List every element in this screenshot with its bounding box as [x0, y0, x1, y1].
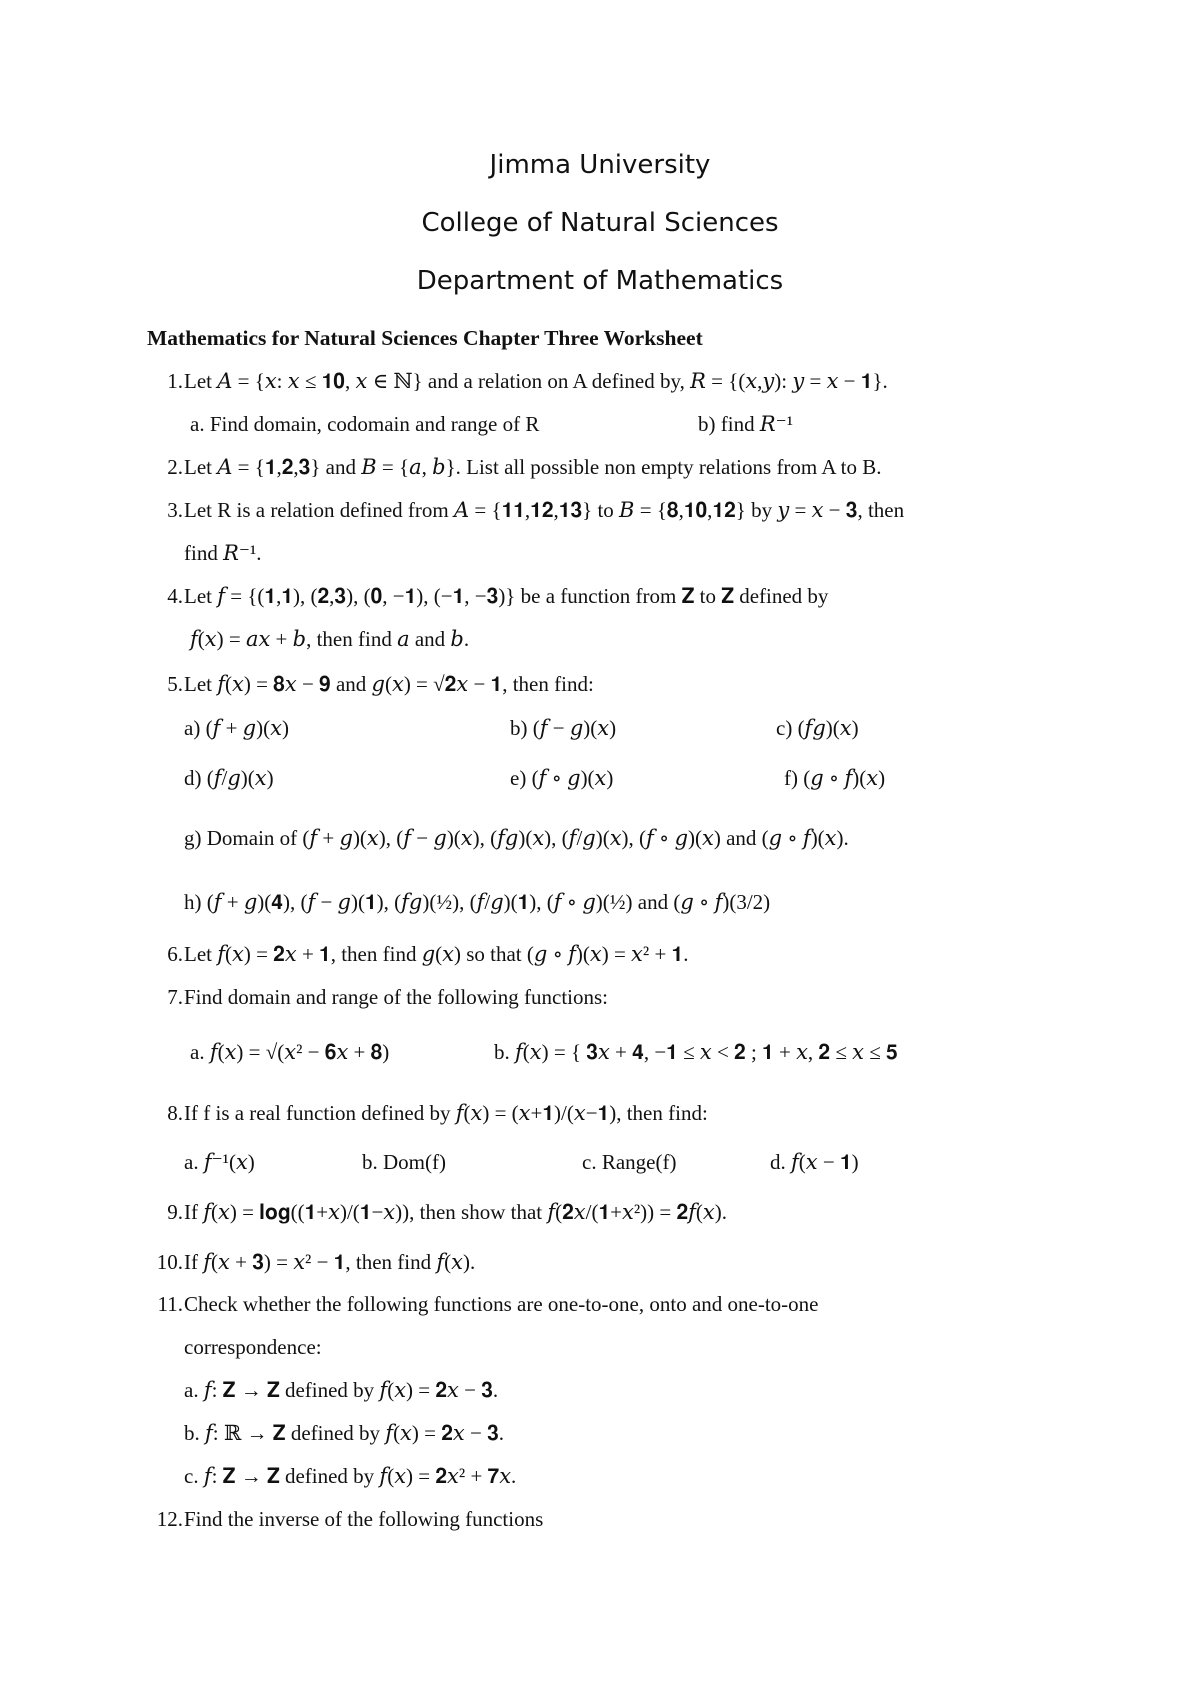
question-text: find 𝑅⁻¹. — [184, 541, 262, 565]
question-number: 3. — [167, 498, 183, 522]
subpart-text: a) (𝑓 + 𝑔)(𝑥) — [184, 716, 289, 740]
department-name: Department of Mathematics — [416, 266, 784, 296]
worksheet-title: Mathematics for Natural Sciences Chapter Three Worksheet — [147, 326, 703, 350]
subpart-text: d) (𝑓/𝑔)(𝑥) — [184, 766, 274, 790]
question-number: 12. — [156, 1507, 183, 1531]
question-text: Find the inverse of the following functions — [184, 1507, 544, 1531]
subpart-text: e) (𝑓 ∘ 𝑔)(𝑥) — [510, 766, 614, 790]
subpart-text: c) (𝑓𝑔)(𝑥) — [776, 716, 859, 740]
subpart-text: g) Domain of (𝑓 + 𝑔)(𝑥), (𝑓 − 𝑔)(𝑥), (𝑓𝑔)(𝑥), (𝑓/𝑔)(𝑥), (𝑓 ∘ 𝑔)(𝑥) and (𝑔 ∘ 𝑓)(𝑥). — [184, 826, 849, 850]
question-text: Let R is a relation defined from 𝐴 = {𝟏𝟏,𝟏𝟐,𝟏𝟑} to 𝐵 = {𝟖,𝟏𝟎,𝟏𝟐} by 𝑦 = 𝑥 − 𝟑, then — [184, 498, 905, 522]
question-text: Let 𝑓 = {(𝟏,𝟏), (𝟐,𝟑), (𝟎, −𝟏), (−𝟏, −𝟑)} be a function from 𝐙 to 𝐙 defined by — [184, 584, 829, 608]
question-number: 1. — [167, 369, 183, 393]
question-number: 11. — [157, 1292, 183, 1316]
question-number: 7. — [167, 985, 183, 1009]
question-text: 𝑓(𝑥) = 𝑎𝑥 + 𝑏, then find 𝑎 and 𝑏. — [190, 627, 470, 651]
subpart-text: b) find 𝑅⁻¹ — [698, 412, 794, 436]
college-name: College of Natural Sciences — [421, 208, 779, 238]
subpart-text: b. 𝑓: ℝ → 𝐙 defined by 𝑓(𝑥) = 𝟐𝑥 − 𝟑. — [184, 1421, 505, 1445]
question-text: If 𝑓(𝑥) = 𝐥𝐨𝐠((𝟏+𝑥)/(𝟏−𝑥)), then show that 𝑓(𝟐𝑥/(𝟏+𝑥²)) = 𝟐𝑓(𝑥). — [184, 1200, 727, 1224]
question-text: Find domain and range of the following functions: — [184, 985, 609, 1009]
question-number: 2. — [167, 455, 183, 479]
question-text: Let 𝐴 = {𝑥: 𝑥 ≤ 𝟏𝟎, 𝑥 ∈ ℕ} and a relation on A defined by, 𝑅 = {(𝑥,𝑦): 𝑦 = 𝑥 − 𝟏}. — [184, 369, 888, 393]
subpart-text: a. Find domain, codomain and range of R — [190, 412, 540, 436]
question-number: 5. — [167, 672, 183, 696]
question-text: If f is a real function defined by 𝑓(𝑥) = (𝑥+𝟏)/(𝑥−𝟏), then find: — [184, 1101, 708, 1125]
question-text: If 𝑓(𝑥 + 𝟑) = 𝑥² − 𝟏, then find 𝑓(𝑥). — [184, 1250, 476, 1274]
question-text: Check whether the following functions are one-to-one, onto and one-to-one — [184, 1292, 819, 1316]
subpart-text: b. 𝑓(𝑥) = { 𝟑𝑥 + 𝟒, −𝟏 ≤ 𝑥 < 𝟐 ; 𝟏 + 𝑥, 𝟐 ≤ 𝑥 ≤ 𝟓 — [494, 1040, 898, 1064]
subpart-text: c. Range(f) — [582, 1150, 677, 1174]
question-number: 10. — [156, 1250, 183, 1274]
subpart-text: a. 𝑓⁻¹(𝑥) — [184, 1150, 255, 1174]
subpart-text: d. 𝑓(𝑥 − 𝟏) — [770, 1150, 859, 1174]
subpart-text: h) (𝑓 + 𝑔)(𝟒), (𝑓 − 𝑔)(𝟏), (𝑓𝑔)(½), (𝑓/𝑔)(𝟏), (𝑓 ∘ 𝑔)(½) and (𝑔 ∘ 𝑓)(3/2) — [184, 890, 771, 914]
question-text: Let 𝑓(𝑥) = 𝟐𝑥 + 𝟏, then find 𝑔(𝑥) so that (𝑔 ∘ 𝑓)(𝑥) = 𝑥² + 𝟏. — [184, 942, 689, 966]
subpart-text: c. 𝑓: 𝐙 → 𝐙 defined by 𝑓(𝑥) = 𝟐𝑥² + 𝟕𝑥. — [184, 1464, 517, 1488]
question-number: 6. — [167, 942, 183, 966]
subpart-text: b) (𝑓 − 𝑔)(𝑥) — [510, 716, 617, 740]
subpart-text: a. 𝑓(𝑥) = √(𝑥² − 𝟔𝑥 + 𝟖) — [190, 1040, 390, 1064]
question-number: 8. — [167, 1101, 183, 1125]
question-text: Let 𝑓(𝑥) = 𝟖𝑥 − 𝟗 and 𝑔(𝑥) = √𝟐𝑥 − 𝟏, then find: — [184, 672, 594, 696]
question-number: 4. — [167, 584, 183, 608]
question-text: correspondence: — [184, 1335, 322, 1359]
university-name: Jimma University — [489, 150, 711, 180]
question-number: 9. — [167, 1200, 183, 1224]
subpart-text: b. Dom(f) — [362, 1150, 446, 1174]
subpart-text: a. 𝑓: 𝐙 → 𝐙 defined by 𝑓(𝑥) = 𝟐𝑥 − 𝟑. — [184, 1378, 499, 1402]
question-text: Let 𝐴 = {𝟏,𝟐,𝟑} and 𝐵 = {𝑎, 𝑏}. List all possible non empty relations from A to B. — [184, 455, 882, 479]
subpart-text: f) (𝑔 ∘ 𝑓)(𝑥) — [784, 766, 886, 790]
